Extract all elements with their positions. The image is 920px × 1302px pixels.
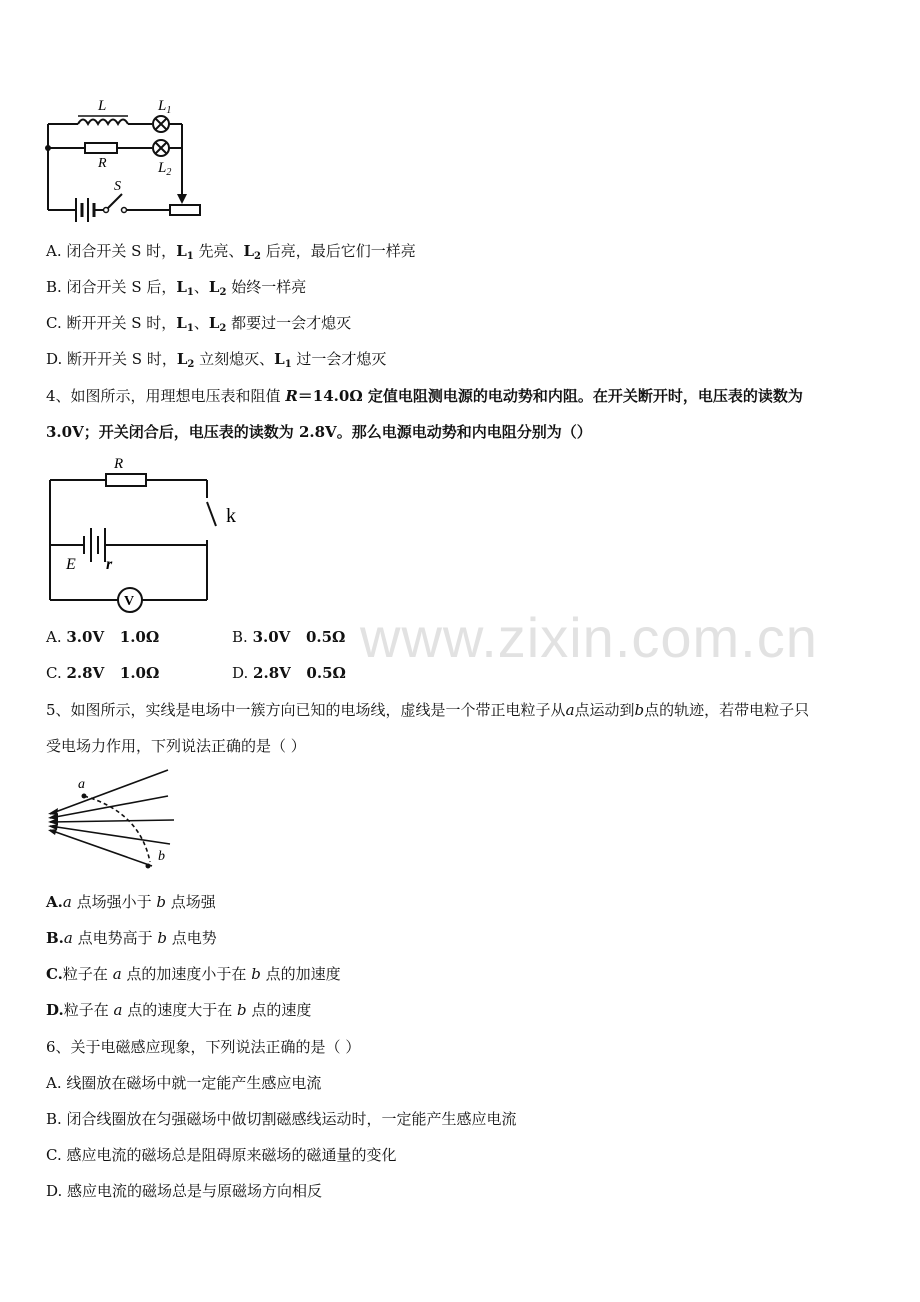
q6-option-b[interactable]: B. 闭合线圈放在匀强磁场中做切割磁感线运动时，一定能产生感应电流	[46, 1110, 517, 1128]
svg-text:L2: $L_2$	[158, 160, 172, 178]
q4-question-line-1: 4、如图所示，用理想电压表和阻值 R＝14.0Ω 定值电阻测电源的电动势和内阻。在开关断开时，电压表的读数为	[46, 387, 803, 405]
q6-option-d[interactable]: D. 感应电流的磁场总是与原磁场方向相反	[46, 1182, 323, 1200]
q5-option-c[interactable]: C.粒子在 a 点的加速度小于在 b 点的加速度	[46, 965, 341, 983]
q3-option-b[interactable]: B. 闭合开关 S 后，$L_1$、$L_2$ 始终一样亮	[46, 278, 307, 298]
q6-option-a[interactable]: A. 线圈放在磁场中就一定能产生感应电流	[46, 1074, 322, 1092]
label-S: S	[114, 179, 121, 194]
svg-text:E: E	[66, 556, 76, 573]
q4-option-c[interactable]: C. 2.8V 1.0Ω	[46, 664, 160, 682]
svg-text:a: a	[78, 777, 85, 792]
q4-option-a[interactable]: A. 3.0V 1.0Ω	[46, 628, 160, 646]
q4-option-d[interactable]: D. 2.8V 0.5Ω	[232, 664, 346, 682]
q3-option-c[interactable]: C. 断开开关 S 时，$L_1$、$L_2$ 都要过一会才熄灭	[46, 314, 352, 334]
q5-question-line-1: 5、如图所示，实线是电场中一簇方向已知的电场线，虚线是一个带正电粒子从a点运动到b点的轨迹，若带电粒子只	[46, 701, 810, 719]
circuit-diagram-1	[40, 92, 210, 222]
svg-text:b: b	[158, 849, 165, 864]
q5-option-d[interactable]: D.粒子在 a 点的速度大于在 b 点的速度	[46, 1001, 312, 1019]
label-R: R	[98, 156, 107, 171]
watermark: www.zixin.com.cn	[360, 606, 818, 669]
q4-option-b[interactable]: B. 3.0V 0.5Ω	[232, 628, 346, 646]
svg-text:L1: $L_1$	[158, 98, 172, 116]
circuit-diagram-2	[44, 452, 254, 614]
q5-option-a[interactable]: A.a 点场强小于 b 点场强	[46, 893, 216, 911]
svg-text:R: R	[114, 456, 124, 472]
q5-question-line-2: 受电场力作用，下列说法正确的是（ ）	[46, 737, 306, 755]
q4-question-line-2: 3.0V；开关闭合后，电压表的读数为 2.8V。那么电源电动势和内电阻分别为（）	[46, 423, 592, 441]
q5-option-b[interactable]: B.a 点电势高于 b 点电势	[46, 929, 217, 947]
q3-option-a[interactable]: A. 闭合开关 S 时，$L_1$ 先亮、$L_2$ 后亮，最后它们一样亮	[46, 242, 416, 262]
q6-question: 6、关于电磁感应现象，下列说法正确的是（ ）	[46, 1038, 361, 1056]
label-L: L	[98, 98, 107, 114]
field-lines-diagram	[40, 762, 180, 874]
q3-option-d[interactable]: D. 断开开关 S 时，$L_2$ 立刻熄灭、$L_1$ 过一会才熄灭	[46, 350, 387, 370]
svg-text:V: V	[124, 594, 135, 609]
svg-text:k: k	[226, 505, 236, 527]
q6-option-c[interactable]: C. 感应电流的磁场总是阻碍原来磁场的磁通量的变化	[46, 1146, 397, 1164]
svg-text:r: r	[106, 556, 113, 573]
arrow-icon	[177, 194, 187, 204]
